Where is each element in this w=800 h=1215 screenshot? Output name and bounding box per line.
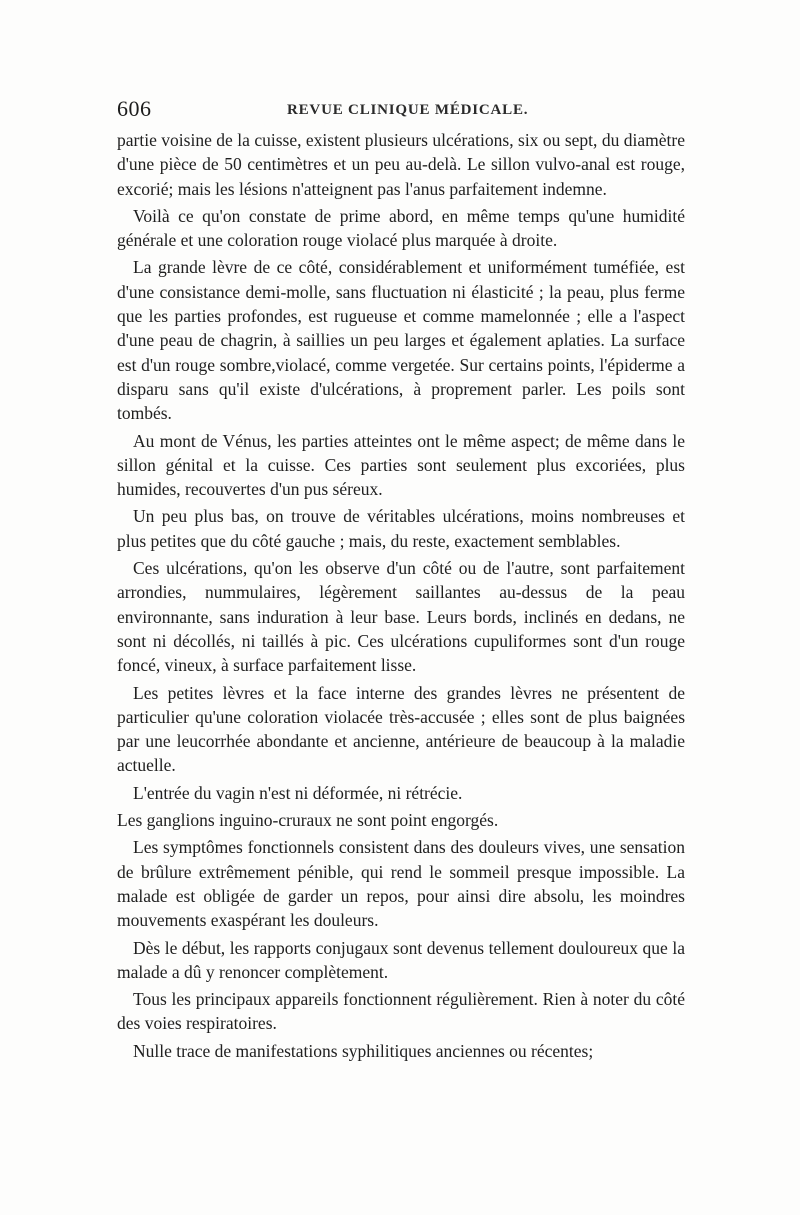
paragraph: L'entrée du vagin n'est ni déformée, ni rétrécie. (133, 782, 463, 803)
paragraph: Un peu plus bas, on trouve de véritables ulcérations, moins nombreuses et plus petites que du côté gauche ; mais, du reste, exactement semblables. (117, 506, 685, 551)
paragraph: Les ganglions inguino-cruraux ne sont point engorgés. (117, 810, 499, 831)
page-header (117, 96, 685, 122)
paragraph: Ces ulcérations, qu'on les observe d'un côté ou de l'autre, sont parfaitement arrondies, nummulaires, légèrement saillantes au-dessus de la peau environnante, sans induration à leur base. Leurs bords, inclinés en dedans, ne sont ni décollés, ni taillés à pic. Ces ulcérations cupuliformes sont d'un rouge foncé, vineux, à surface parfaitement lisse. (117, 558, 685, 676)
paragraph: Voilà ce qu'on constate de prime abord, en même temps qu'une humidité générale et une coloration rouge violacé plus marquée à droite. (117, 205, 685, 251)
paragraph: La grande lèvre de ce côté, considérablement et uniformément tuméfiée, est d'une consistance demi-molle, sans fluctuation ni élasticité ; la peau, plus ferme que les parties profondes, est rugueuse et comme mamelonnée ; elle a l'aspect d'une peau de chagrin, à saillies un peu larges et également aplaties. La surface est d'un rouge sombre,violacé, comme vergetée. Sur certains points, l'épiderme a disparu sans qu'il existe d'ulcérations, à proprement parler. Les poils sont tombés. (117, 257, 685, 424)
paragraph: Au mont de Vénus, les parties atteintes ont le même aspect; de même dans le sillon génital et la cuisse. Ces parties sont seulement plus excoriées, plus humides, recouvertes d'un pus séreux. (117, 430, 685, 500)
paragraph: partie voisine de la cuisse, existent plusieurs ulcérations, six ou sept, du diamètre d'une pièce de 50 centimètres et un peu au-delà. Le sillon vulvo-anal est rouge, excorié; mais les lésions n'atteignent pas l'anus parfaitement indemne. (117, 130, 685, 199)
paragraph: Nulle trace de manifestations syphilitiques anciennes ou récentes; (133, 1040, 594, 1061)
running-head: REVUE CLINIQUE MÉDICALE. (287, 102, 529, 118)
paragraph: Dès le début, les rapports conjugaux sont devenus tellement douloureux que la malade a dû y renoncer complètement. (117, 937, 685, 982)
body-text (117, 128, 685, 1066)
page-number: 606 (117, 96, 152, 121)
paragraph: Les symptômes fonctionnels consistent dans des douleurs vives, une sensation de brûlure extrêmement pénible, qui rend le sommeil presque impossible. La malade est obligée de garder un repos, pour ainsi dire absolu, les moindres mouvements exaspérant les douleurs. (117, 837, 685, 931)
paragraph: Tous les principaux appareils fonctionnent régulièrement. Rien à noter du côté des voies respiratoires. (117, 989, 685, 1034)
paragraph: Les petites lèvres et la face interne des grandes lèvres ne présentent de particulier qu'une coloration violacée très-accusée ; elles sont de plus baignées par une leucorrhée abondante et ancienne, antérieure de beaucoup à la maladie actuelle. (117, 682, 685, 776)
